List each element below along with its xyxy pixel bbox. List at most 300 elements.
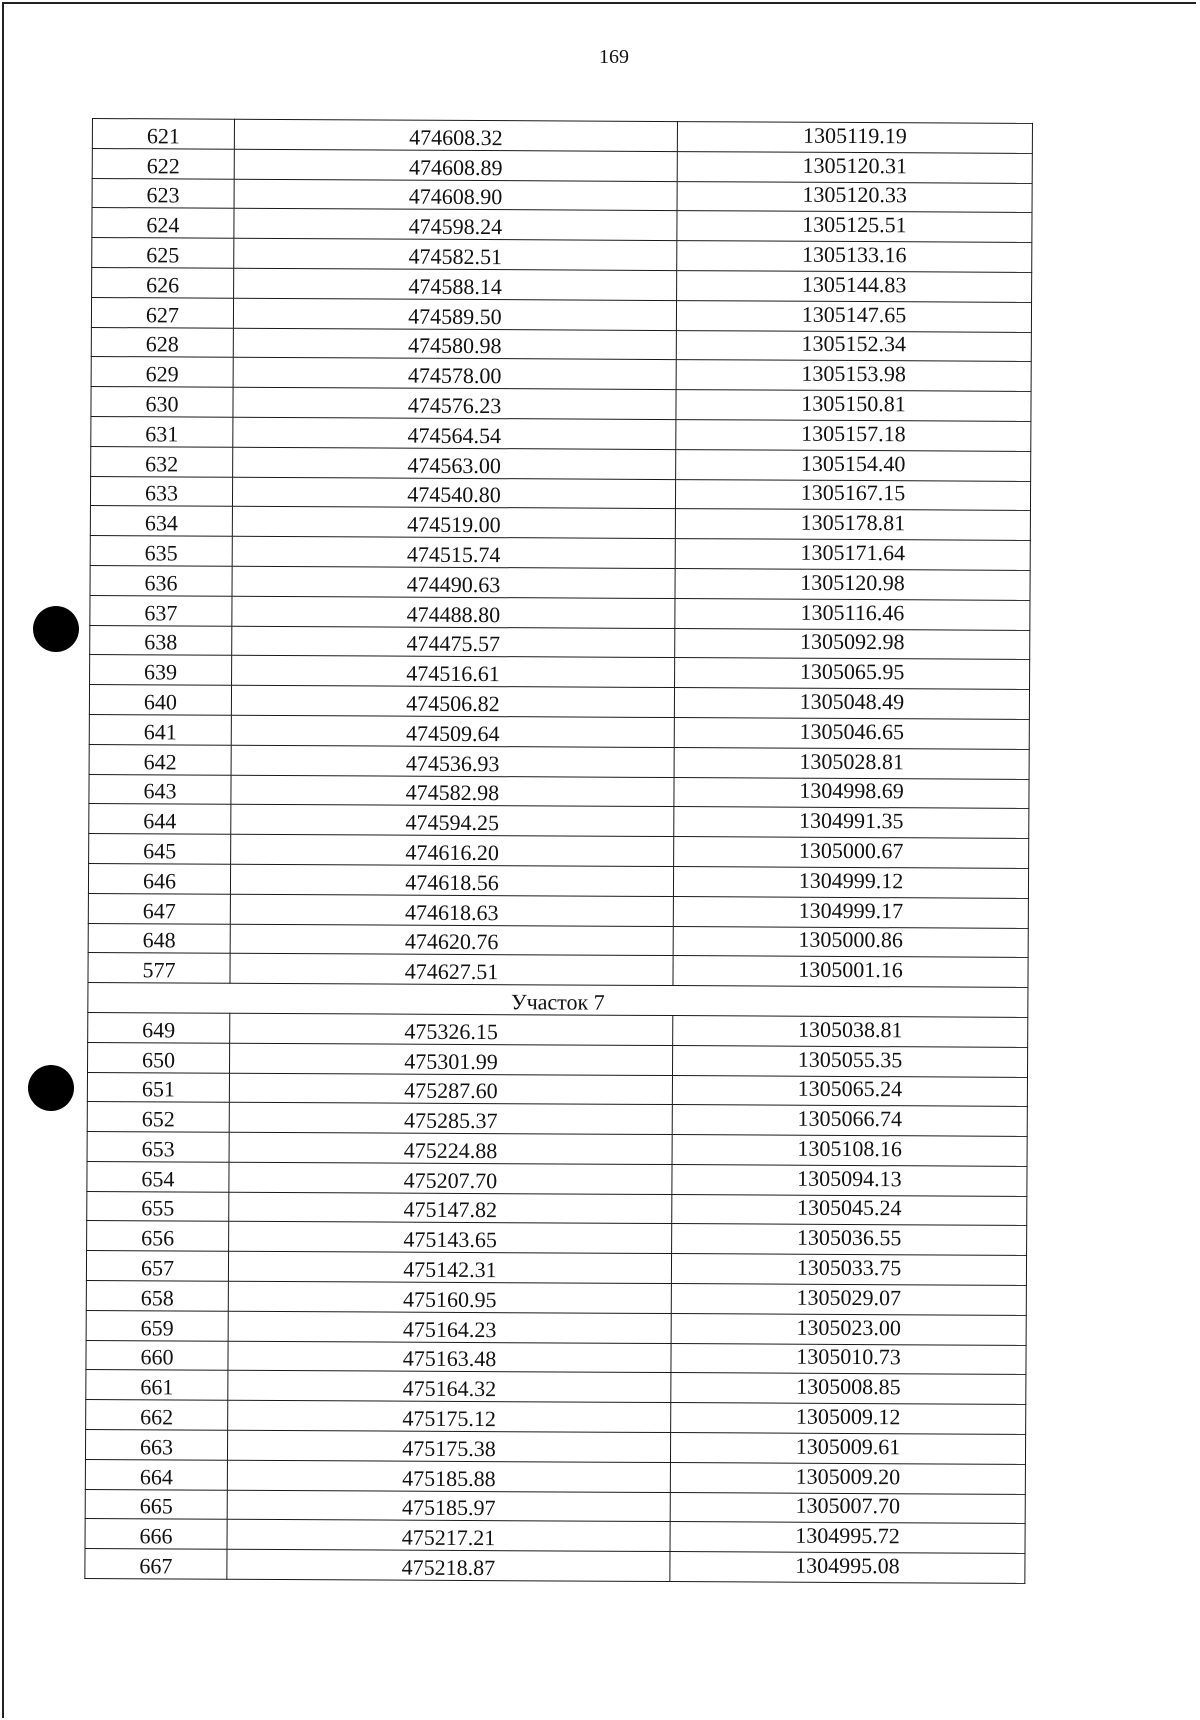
x-coordinate-cell	[230, 1043, 673, 1075]
point-number-text: 660	[140, 1344, 174, 1370]
x-coordinate-cell	[227, 1490, 670, 1522]
y-coordinate-text: 1305120.98	[800, 569, 905, 596]
table-row	[87, 1221, 1027, 1256]
point-number-text: 628	[145, 331, 179, 357]
point-number-text: 664	[139, 1463, 173, 1490]
x-coordinate-text: 475175.38	[402, 1435, 496, 1461]
y-coordinate-text: 1305133.16	[801, 241, 907, 268]
punch-hole-bottom	[28, 1065, 74, 1111]
point-number-text: 666	[139, 1523, 173, 1549]
x-coordinate-text: 474563.00	[407, 452, 502, 478]
point-number-text: 639	[144, 659, 178, 685]
table-row	[87, 1072, 1027, 1107]
point-number-text: 636	[144, 570, 178, 596]
table-row	[86, 1251, 1026, 1286]
y-coordinate-text: 1305008.85	[796, 1373, 901, 1400]
table-row	[85, 1489, 1025, 1524]
y-coordinate-cell	[677, 241, 1032, 273]
table-row	[90, 506, 1030, 541]
point-number-cell	[90, 536, 232, 567]
x-coordinate-cell	[230, 1013, 673, 1045]
y-coordinate-cell	[676, 449, 1031, 481]
point-number-text: 633	[144, 480, 179, 506]
point-number-cell	[91, 357, 233, 388]
x-coordinate-cell	[228, 1341, 671, 1373]
table-row	[88, 923, 1028, 958]
table-row	[92, 208, 1032, 243]
y-coordinate-cell	[671, 1313, 1026, 1345]
point-number-text: 662	[140, 1404, 174, 1430]
point-number-text: 643	[143, 778, 177, 804]
x-coordinate-cell	[234, 119, 677, 151]
point-number-text: 642	[143, 748, 177, 774]
y-coordinate-cell	[677, 211, 1032, 243]
y-coordinate-cell	[671, 1254, 1026, 1286]
y-coordinate-text: 1305048.49	[799, 688, 905, 715]
y-coordinate-text: 1304999.17	[798, 897, 904, 923]
point-number-cell	[92, 119, 234, 150]
table-row	[92, 148, 1032, 183]
y-coordinate-cell	[670, 1492, 1025, 1524]
point-number-cell	[92, 238, 234, 269]
table-row	[86, 1310, 1026, 1345]
table-row	[90, 625, 1030, 660]
x-coordinate-text: 474516.61	[406, 660, 500, 687]
y-coordinate-text: 1305120.31	[802, 152, 908, 178]
point-number-cell	[87, 1191, 229, 1222]
x-coordinate-cell	[227, 1520, 670, 1552]
y-coordinate-text: 1305108.16	[797, 1135, 902, 1162]
y-coordinate-cell	[674, 747, 1029, 779]
point-number-text: 646	[142, 867, 177, 894]
table-row	[90, 536, 1030, 571]
point-number-text: 641	[143, 719, 177, 745]
table-row	[91, 416, 1031, 451]
y-coordinate-cell	[674, 807, 1029, 839]
y-coordinate-text: 1304998.69	[799, 778, 904, 804]
point-number-text: 645	[143, 838, 177, 864]
x-coordinate-cell	[229, 1192, 672, 1224]
table-row	[92, 119, 1032, 154]
y-coordinate-cell	[676, 330, 1031, 362]
table-row	[89, 804, 1029, 839]
y-coordinate-cell	[677, 181, 1032, 213]
x-coordinate-text: 475301.99	[404, 1048, 498, 1074]
y-coordinate-cell	[676, 390, 1031, 422]
point-number-text: 630	[145, 391, 179, 417]
point-number-text: 657	[140, 1255, 175, 1281]
table-row	[90, 595, 1030, 630]
y-coordinate-text: 1305000.67	[798, 837, 904, 864]
point-number-cell	[86, 1340, 228, 1371]
point-number-text: 635	[144, 540, 178, 566]
table-row	[88, 863, 1028, 898]
x-coordinate-cell	[229, 1162, 672, 1194]
table-row	[88, 1012, 1028, 1047]
y-coordinate-text: 1305066.74	[797, 1105, 903, 1132]
x-coordinate-cell	[230, 924, 673, 956]
table-row	[92, 267, 1032, 302]
x-coordinate-text: 474598.24	[408, 213, 503, 240]
point-number-cell	[92, 148, 234, 179]
y-coordinate-text: 1305010.73	[796, 1344, 901, 1370]
y-coordinate-cell	[672, 1224, 1027, 1256]
point-number-cell	[87, 1102, 229, 1133]
x-coordinate-cell	[227, 1460, 670, 1492]
table-row	[85, 1519, 1025, 1554]
x-coordinate-cell	[227, 1549, 670, 1581]
y-coordinate-cell	[672, 1194, 1027, 1226]
x-coordinate-text: 475142.31	[403, 1256, 497, 1283]
x-coordinate-cell	[228, 1281, 671, 1313]
point-number-cell	[92, 208, 234, 239]
point-number-cell	[91, 297, 233, 328]
x-coordinate-text: 475185.88	[402, 1465, 496, 1491]
point-number-text: 626	[146, 272, 180, 298]
x-coordinate-text: 475147.82	[403, 1197, 498, 1223]
y-coordinate-text: 1304999.12	[798, 867, 904, 893]
y-coordinate-cell	[670, 1552, 1025, 1584]
x-coordinate-cell	[234, 179, 677, 211]
point-number-cell	[86, 1251, 228, 1282]
table-row	[91, 446, 1031, 481]
y-coordinate-cell	[671, 1343, 1026, 1375]
point-number-text: 648	[142, 927, 176, 953]
y-coordinate-text: 1305119.19	[803, 122, 907, 149]
x-coordinate-text: 474608.32	[409, 124, 503, 150]
point-number-text: 650	[142, 1046, 176, 1072]
point-number-cell	[89, 714, 231, 745]
y-coordinate-cell	[671, 1403, 1026, 1435]
point-number-text: 658	[140, 1285, 174, 1311]
y-coordinate-cell	[670, 1462, 1025, 1494]
point-number-text: 652	[141, 1106, 175, 1132]
x-coordinate-cell	[232, 536, 675, 568]
y-coordinate-text: 1305009.61	[795, 1433, 901, 1460]
point-number-cell	[85, 1489, 227, 1520]
table-row	[87, 1132, 1027, 1167]
y-coordinate-text: 1305028.81	[799, 748, 904, 774]
point-number-text: 667	[139, 1553, 173, 1579]
point-number-text: 632	[145, 450, 179, 477]
table-row	[86, 1340, 1026, 1375]
x-coordinate-cell	[231, 685, 674, 717]
x-coordinate-cell	[233, 358, 676, 390]
x-coordinate-text: 475207.70	[403, 1167, 498, 1193]
y-coordinate-cell	[673, 1015, 1028, 1047]
x-coordinate-text: 474576.23	[407, 392, 502, 419]
point-number-text: 621	[146, 123, 180, 149]
point-number-text: 649	[142, 1016, 176, 1043]
point-number-cell	[88, 953, 230, 984]
x-coordinate-text: 474616.20	[405, 839, 499, 866]
x-coordinate-text: 475285.37	[403, 1107, 498, 1134]
y-coordinate-cell	[675, 569, 1030, 601]
x-coordinate-cell	[233, 328, 676, 360]
x-coordinate-text: 474618.56	[405, 869, 499, 895]
table-row	[91, 357, 1031, 392]
y-coordinate-text: 1305001.16	[798, 956, 903, 983]
point-number-cell	[85, 1430, 227, 1461]
y-coordinate-text: 1305009.12	[795, 1403, 901, 1430]
y-coordinate-text: 1305023.00	[796, 1314, 901, 1340]
y-coordinate-cell	[672, 1075, 1027, 1107]
y-coordinate-cell	[673, 956, 1028, 988]
y-coordinate-text: 1305167.15	[800, 480, 906, 506]
y-coordinate-text: 1305092.98	[799, 629, 905, 655]
x-coordinate-text: 474594.25	[405, 809, 500, 836]
y-coordinate-text: 1304991.35	[799, 807, 904, 834]
punch-hole-top	[33, 606, 79, 652]
x-coordinate-cell	[231, 775, 674, 807]
point-number-text: 623	[146, 182, 180, 208]
point-number-text: 655	[141, 1195, 175, 1221]
coordinates-table	[84, 118, 1033, 1584]
y-coordinate-text: 1305094.13	[797, 1165, 902, 1191]
y-coordinate-cell	[674, 717, 1029, 749]
table-row	[85, 1430, 1025, 1465]
y-coordinate-cell	[671, 1284, 1026, 1316]
x-coordinate-cell	[233, 387, 676, 419]
point-number-text: 653	[141, 1136, 175, 1162]
table-row	[86, 1370, 1026, 1405]
point-number-cell	[88, 893, 230, 924]
point-number-cell	[89, 834, 231, 865]
x-coordinate-cell	[234, 238, 677, 270]
table-row	[89, 685, 1029, 720]
x-coordinate-text: 474536.93	[405, 750, 500, 776]
y-coordinate-cell	[674, 837, 1029, 869]
x-coordinate-cell	[233, 417, 676, 449]
point-number-text: 577	[142, 957, 176, 983]
x-coordinate-cell	[229, 1073, 672, 1105]
point-number-text: 665	[139, 1493, 173, 1519]
x-coordinate-text: 474582.98	[405, 779, 500, 806]
x-coordinate-cell	[232, 477, 675, 509]
point-number-cell	[88, 923, 230, 954]
y-coordinate-text: 1304995.72	[795, 1522, 900, 1549]
table-row	[90, 476, 1030, 511]
x-coordinate-cell	[230, 954, 673, 986]
point-number-cell	[86, 1281, 228, 1312]
y-coordinate-cell	[670, 1433, 1025, 1465]
y-coordinate-cell	[674, 688, 1029, 720]
x-coordinate-text: 475224.88	[403, 1137, 498, 1164]
y-coordinate-cell	[676, 420, 1031, 452]
x-coordinate-text: 474506.82	[406, 690, 500, 717]
x-coordinate-text: 475326.15	[404, 1018, 499, 1044]
coordinates-table-body	[85, 119, 1033, 1584]
point-number-text: 663	[139, 1434, 174, 1460]
point-number-text: 634	[144, 510, 178, 536]
point-number-cell	[89, 774, 231, 805]
y-coordinate-text: 1305065.24	[797, 1076, 903, 1102]
point-number-text: 629	[145, 361, 179, 387]
y-coordinate-cell	[673, 896, 1028, 928]
y-coordinate-cell	[675, 479, 1030, 511]
x-coordinate-text: 474519.00	[407, 511, 501, 538]
y-coordinate-text: 1305065.95	[799, 658, 905, 685]
point-number-cell	[86, 1310, 228, 1341]
y-coordinate-cell	[673, 926, 1028, 958]
x-coordinate-text: 474608.89	[408, 154, 503, 180]
point-number-cell	[85, 1459, 227, 1490]
x-coordinate-cell	[228, 1400, 671, 1432]
point-number-cell	[87, 1161, 229, 1192]
x-coordinate-text: 474582.51	[408, 243, 503, 270]
y-coordinate-cell	[672, 1135, 1027, 1167]
y-coordinate-text: 1305000.86	[798, 927, 904, 953]
table-row	[90, 655, 1030, 690]
x-coordinate-text: 475160.95	[403, 1286, 497, 1313]
y-coordinate-text: 1305153.98	[801, 360, 906, 387]
point-number-cell	[92, 267, 234, 298]
point-number-cell	[85, 1519, 227, 1550]
x-coordinate-cell	[231, 715, 674, 747]
y-coordinate-text: 1305178.81	[800, 509, 906, 536]
y-coordinate-cell	[675, 539, 1030, 571]
point-number-cell	[90, 565, 232, 596]
point-number-text: 624	[146, 212, 180, 238]
point-number-cell	[86, 1370, 228, 1401]
table-row	[87, 1161, 1027, 1196]
y-coordinate-text: 1305150.81	[801, 390, 906, 417]
x-coordinate-text: 475175.12	[402, 1405, 497, 1432]
y-coordinate-text: 1305029.07	[796, 1284, 902, 1311]
x-coordinate-cell	[231, 745, 674, 777]
section-title: Участок 7	[88, 983, 1028, 1018]
point-number-cell	[91, 416, 233, 447]
y-coordinate-cell	[677, 271, 1032, 303]
x-coordinate-text: 475143.65	[403, 1226, 497, 1253]
point-number-text: 625	[146, 242, 180, 268]
x-coordinate-text: 475218.87	[401, 1554, 496, 1581]
y-coordinate-text: 1305045.24	[796, 1195, 902, 1221]
table-row	[87, 1191, 1027, 1226]
y-coordinate-cell	[670, 1522, 1025, 1554]
y-coordinate-cell	[675, 598, 1030, 630]
x-coordinate-cell	[231, 805, 674, 837]
y-coordinate-text: 1304995.08	[795, 1552, 900, 1579]
x-coordinate-text: 474564.54	[407, 422, 502, 448]
point-number-cell	[87, 1132, 229, 1163]
y-coordinate-cell	[675, 628, 1030, 660]
x-coordinate-cell	[231, 834, 674, 866]
y-coordinate-text: 1305036.55	[796, 1224, 902, 1251]
y-coordinate-text: 1305009.20	[795, 1463, 901, 1489]
x-coordinate-text: 474618.63	[405, 899, 499, 925]
table-row	[85, 1459, 1025, 1494]
table-row	[88, 953, 1028, 988]
page-number: 169	[599, 46, 629, 68]
x-coordinate-text: 474580.98	[407, 333, 502, 359]
y-coordinate-text: 1305152.34	[801, 331, 907, 357]
y-coordinate-text: 1305154.40	[800, 450, 906, 476]
y-coordinate-text: 1305157.18	[801, 420, 906, 447]
point-number-text: 637	[144, 599, 178, 626]
x-coordinate-text: 475287.60	[404, 1077, 498, 1104]
y-coordinate-text: 1305046.65	[799, 718, 905, 744]
x-coordinate-text: 474515.74	[406, 541, 501, 568]
table-row	[91, 297, 1031, 332]
x-coordinate-text: 475185.97	[401, 1495, 496, 1521]
x-coordinate-text: 474588.14	[408, 273, 502, 299]
point-number-cell	[87, 1221, 229, 1252]
y-coordinate-cell	[677, 122, 1032, 154]
table-row	[89, 744, 1029, 779]
table-row	[92, 178, 1032, 213]
y-coordinate-text: 1305007.70	[795, 1493, 901, 1519]
section-header-row	[88, 983, 1028, 1018]
x-coordinate-cell	[234, 149, 677, 181]
point-number-cell	[89, 804, 231, 835]
point-number-text: 627	[145, 301, 180, 328]
point-number-cell	[88, 1042, 230, 1073]
x-coordinate-cell	[228, 1311, 671, 1343]
table-row	[89, 774, 1029, 809]
point-number-text: 622	[146, 152, 180, 179]
point-number-cell	[90, 655, 232, 686]
table-row	[89, 714, 1029, 749]
x-coordinate-cell	[230, 864, 673, 896]
x-coordinate-cell	[232, 596, 675, 628]
x-coordinate-text: 475163.48	[402, 1346, 497, 1372]
table-row	[92, 238, 1032, 273]
x-coordinate-cell	[233, 447, 676, 479]
point-number-cell	[90, 476, 232, 507]
x-coordinate-cell	[227, 1430, 670, 1462]
y-coordinate-cell	[674, 777, 1029, 809]
point-number-cell	[91, 327, 233, 358]
x-coordinate-text: 474488.80	[406, 601, 501, 627]
x-coordinate-cell	[228, 1252, 671, 1284]
x-coordinate-text: 475164.23	[402, 1316, 497, 1342]
x-coordinate-text: 474578.00	[407, 362, 502, 389]
y-coordinate-text: 1305033.75	[796, 1254, 902, 1281]
point-number-text: 647	[142, 897, 176, 923]
x-coordinate-cell	[228, 1371, 671, 1403]
point-number-cell	[90, 625, 232, 656]
point-number-cell	[92, 178, 234, 209]
table-row	[87, 1102, 1027, 1137]
y-coordinate-text: 1305125.51	[802, 211, 907, 238]
y-coordinate-cell	[676, 360, 1031, 392]
x-coordinate-text: 474608.90	[408, 184, 503, 210]
y-coordinate-text: 1305171.64	[800, 539, 906, 566]
table-row	[88, 1042, 1028, 1077]
y-coordinate-cell	[675, 658, 1030, 690]
x-coordinate-cell	[232, 507, 675, 539]
table-row	[89, 834, 1029, 869]
x-coordinate-cell	[229, 1103, 672, 1135]
x-coordinate-text: 474620.76	[404, 928, 499, 955]
y-coordinate-text: 1305116.46	[800, 599, 905, 625]
y-coordinate-cell	[672, 1105, 1027, 1137]
x-coordinate-text: 474509.64	[405, 720, 500, 746]
point-number-cell	[85, 1549, 227, 1580]
point-number-cell	[88, 863, 230, 894]
y-coordinate-text: 1305147.65	[801, 301, 907, 327]
y-coordinate-cell	[672, 1045, 1027, 1077]
table-row	[91, 387, 1031, 422]
point-number-cell	[89, 685, 231, 716]
x-coordinate-text: 474475.57	[406, 630, 501, 657]
y-coordinate-cell	[671, 1373, 1026, 1405]
x-coordinate-cell	[234, 268, 677, 300]
x-coordinate-text: 474589.50	[408, 303, 502, 329]
x-coordinate-cell	[230, 894, 673, 926]
point-number-text: 659	[140, 1314, 174, 1341]
